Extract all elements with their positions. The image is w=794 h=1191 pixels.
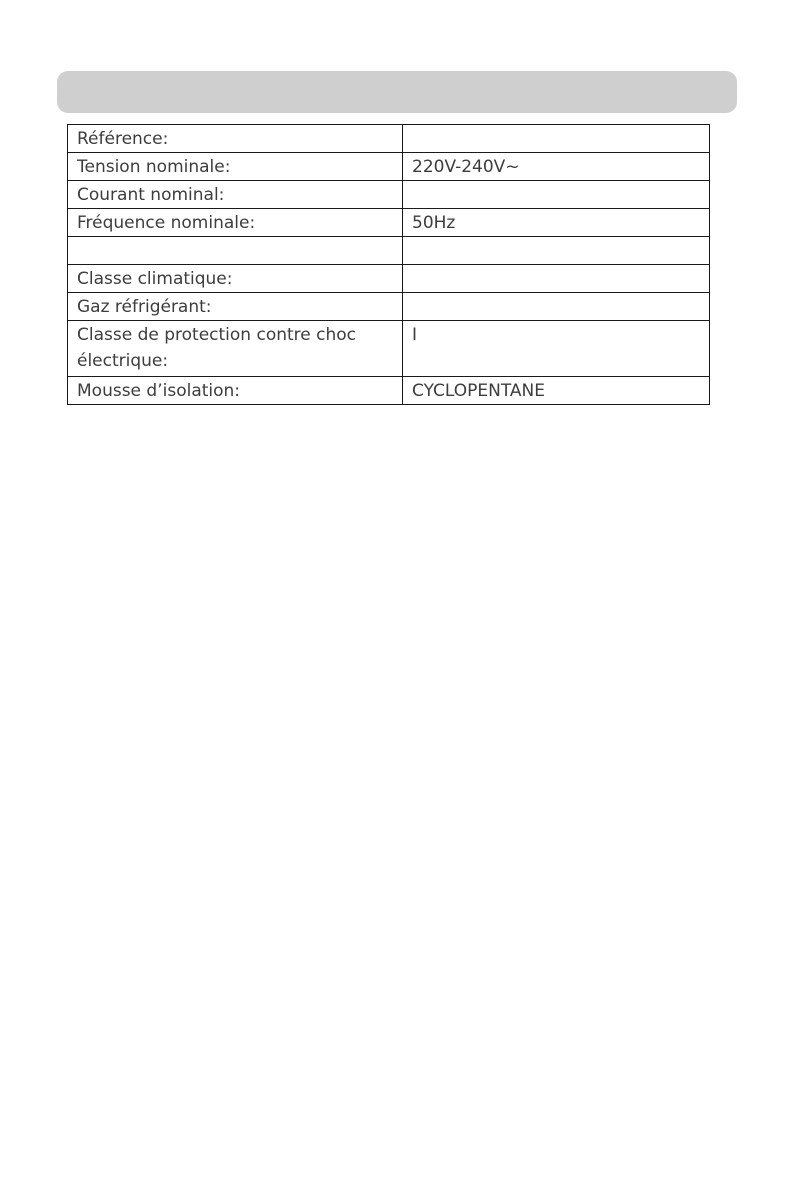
- table-row: [68, 237, 710, 265]
- spec-label: Tension nominale:: [68, 153, 403, 181]
- spec-value: [403, 237, 710, 265]
- table-row: [68, 209, 710, 237]
- spec-label: Mousse d’isolation:: [68, 377, 403, 405]
- spec-value: [403, 125, 710, 153]
- spec-value: 220V-240V~: [403, 153, 710, 181]
- section-header-bar: [57, 71, 737, 113]
- table-row: [68, 377, 710, 405]
- spec-value: I: [403, 321, 710, 377]
- table-row: [68, 265, 710, 293]
- table-row: [68, 321, 710, 377]
- spec-label: Courant nominal:: [68, 181, 403, 209]
- spec-label: Classe climatique:: [68, 265, 403, 293]
- table-row: [68, 153, 710, 181]
- table-row: [68, 293, 710, 321]
- spec-value: 50Hz: [403, 209, 710, 237]
- spec-value: [403, 265, 710, 293]
- table-row: [68, 181, 710, 209]
- spec-label: Gaz réfrigérant:: [68, 293, 403, 321]
- spec-value: CYCLOPENTANE: [403, 377, 710, 405]
- spec-label: [68, 237, 403, 265]
- spec-value: [403, 181, 710, 209]
- specifications-table: [67, 124, 710, 405]
- spec-label: Fréquence nominale:: [68, 209, 403, 237]
- spec-label: Classe de protection contre choc électrique:: [68, 321, 403, 377]
- spec-value: [403, 293, 710, 321]
- table-row: [68, 125, 710, 153]
- spec-label: Référence:: [68, 125, 403, 153]
